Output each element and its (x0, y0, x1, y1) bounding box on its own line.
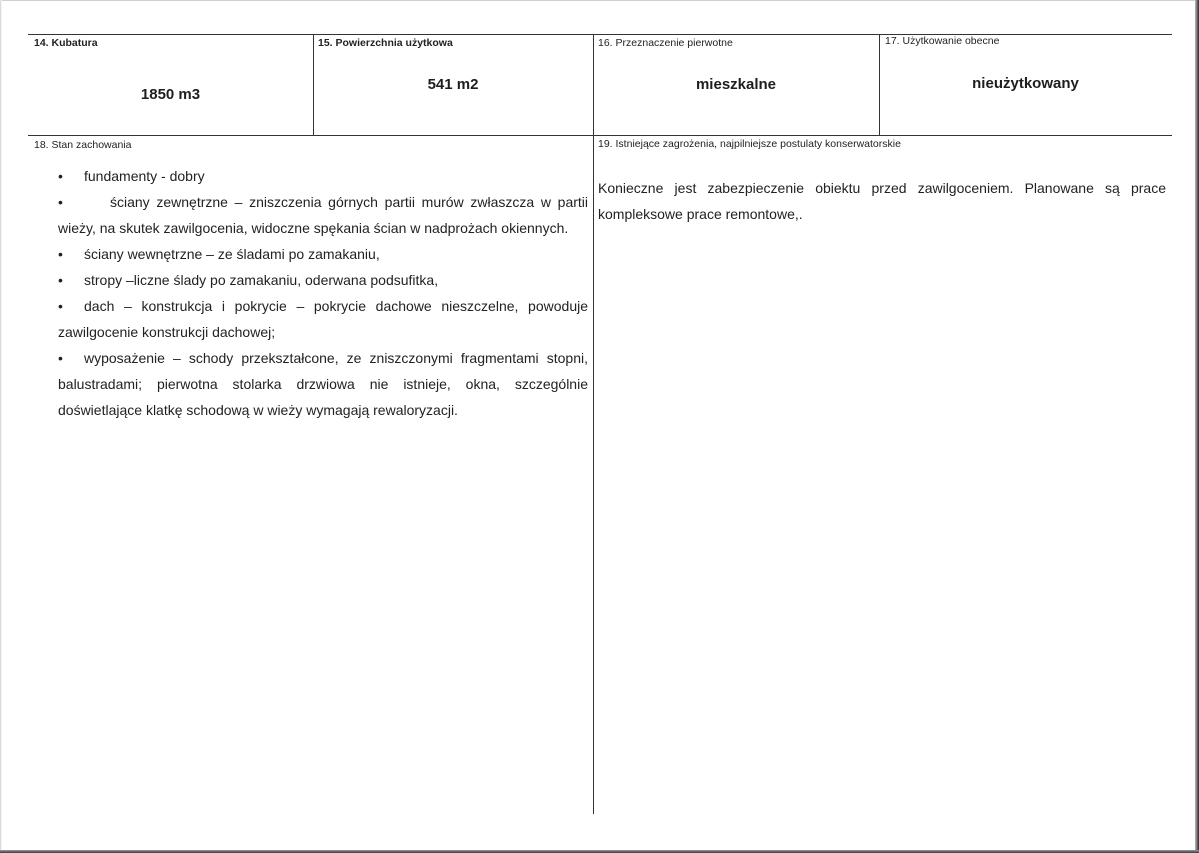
condition-item-text: fundamenty - dobry (84, 168, 205, 184)
condition-item (32, 293, 588, 345)
bullet-icon: • (58, 168, 63, 184)
condition-item-text: ściany wewnętrzne – ze śladami po zamakaniu, (84, 246, 380, 262)
condition-item-text-inner: wyposażenie – schody przekształcone, ze zniszczonymi fragmentami stopni, balustradami; pierwotna stolarka drzwiowa nie istnieje, okna, szczególnie doświetlające klatkę schodową w wieży wymagają rewaloryzacji. (58, 350, 588, 418)
condition-item-text-inner: dach – konstrukcja i pokrycie – pokrycie dachowe nieszczelne, powoduje zawilgocenie konstrukcji dachowej; (58, 298, 588, 340)
kubatura-label: 14. Kubatura (34, 37, 98, 49)
scan-edge-left (0, 0, 2, 853)
zagrozenia-text: Konieczne jest zabezpieczenie obiektu przed zawilgoceniem. Planowane są prace kompleksowe prace remontowe,. (598, 180, 1166, 222)
zagrozenia-label: 19. Istniejące zagrożenia, najpilniejsze postulaty konserwatorskie (598, 138, 901, 150)
scan-edge-right (1195, 0, 1199, 853)
condition-item (32, 345, 588, 423)
condition-item (58, 163, 588, 189)
uzytkowanie-value: nieużytkowany (972, 75, 1079, 92)
condition-item (58, 241, 588, 267)
przeznaczenie-label: 16. Przeznaczenie pierwotne (598, 37, 733, 49)
przeznaczenie-value: mieszkalne (695, 76, 777, 93)
condition-list (58, 163, 588, 423)
row-divider (28, 135, 1172, 136)
bullet-icon: • (58, 194, 63, 210)
kubatura-value: 1850 m3 (140, 86, 201, 103)
condition-item-text-inner: ściany zewnętrzne – zniszczenia górnych partii murów zwłaszcza w partii wieży, na skutek zawilgocenia, widoczne spękania ścian w nadprożach okiennych. (58, 194, 588, 236)
condition-item-text (58, 189, 588, 241)
bullet-icon: • (58, 246, 63, 262)
col-divider-2 (593, 34, 594, 814)
bullet-icon: • (58, 350, 63, 366)
condition-item (58, 267, 588, 293)
scan-edge-top (0, 0, 1199, 1)
bullet-icon: • (58, 298, 63, 314)
stan-zachowania-label: 18. Stan zachowania (34, 139, 132, 151)
condition-item-text: stropy –liczne ślady po zamakaniu, oderwana podsufitka, (84, 272, 439, 288)
powierzchnia-value: 541 m2 (427, 76, 479, 93)
condition-item (32, 189, 588, 241)
condition-item-text (58, 345, 588, 423)
table-top-border (28, 34, 1172, 35)
condition-item-text (58, 293, 588, 345)
uzytkowanie-label: 17. Użytkowanie obecne (885, 35, 1000, 47)
bullet-icon: • (58, 272, 63, 288)
powierzchnia-label: 15. Powierzchnia użytkowa (318, 37, 453, 49)
